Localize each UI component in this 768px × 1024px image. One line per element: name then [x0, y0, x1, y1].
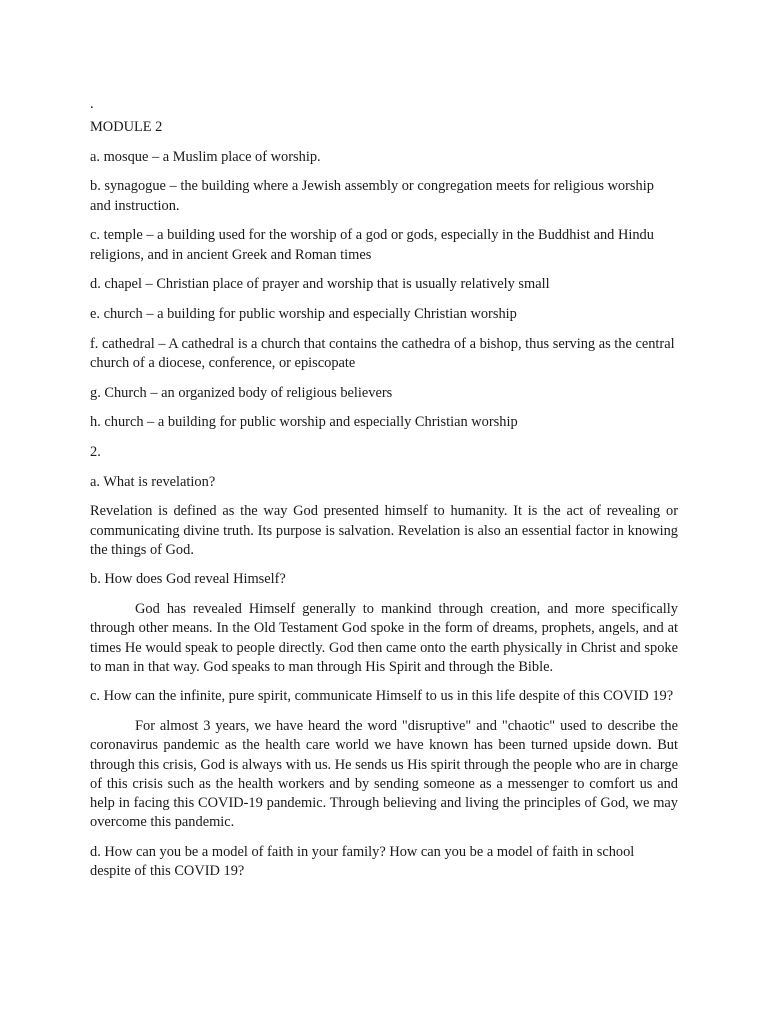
definition-item: e. church – a building for public worship and especially Christian worship — [90, 305, 517, 322]
question-d: d. How can you be a model of faith in your family? How can you be a model of faith in school despite of this COVID 19? — [90, 843, 635, 880]
definition-item: c. temple – a building used for the worship of a god or gods, especially in the Buddhist and Hindu religions, and in ancient Greek and Roman times — [90, 227, 654, 263]
question-c: c. How can the infinite, pure spirit, communicate Himself to us in this life despite of this COVID 19? — [90, 688, 674, 705]
module-heading: MODULE 2 — [90, 119, 163, 135]
answer-b: God has revealed Himself generally to mankind through creation, and more specifically through other means. In the Old Testament God spoke in the form of dreams, prophets, angels, and at times He would speak to people directly. God then came onto the earth physically in Christ and spoke to man in that way. God speaks to man through His Spirit and through the Bible. — [90, 601, 678, 675]
document-body — [90, 96, 678, 892]
question-a: a. What is revelation? — [90, 473, 216, 490]
answer-c: For almost 3 years, we have heard the word "disruptive" and "chaotic" used to describe the coronavirus pandemic as the health care world we have known has been turned upside down. But through this crisis, God is always with us. He sends us His spirit through the people who are in charge of this crisis such as the health workers and by sending someone as a messenger to comfort us and help in facing this COVID-19 pandemic. Through believing and living the principles of God, we may overcome this pandemic. — [90, 718, 678, 831]
definition-item: b. synagogue – the building where a Jewish assembly or congregation meets for religious worship and instruction. — [90, 178, 654, 214]
definition-item: d. chapel – Christian place of prayer and worship that is usually relatively small — [90, 276, 550, 293]
definition-item: g. Church – an organized body of religious believers — [90, 384, 393, 401]
section-number: 2. — [90, 443, 101, 460]
answer-a: Revelation is defined as the way God presented himself to humanity. It is the act of revealing or communicating divine truth. Its purpose is salvation. Revelation is also an essential factor in knowing the things of God. — [90, 503, 678, 558]
definition-item: h. church – a building for public worship and especially Christian worship — [90, 414, 518, 431]
definition-item: a. mosque – a Muslim place of worship. — [90, 148, 321, 165]
definition-item: f. cathedral – A cathedral is a church that contains the cathedra of a bishop, thus serving as the central church of a diocese, conference, or episcopate — [90, 335, 675, 371]
top-marker: . — [90, 96, 94, 112]
question-b: b. How does God reveal Himself? — [90, 571, 286, 588]
